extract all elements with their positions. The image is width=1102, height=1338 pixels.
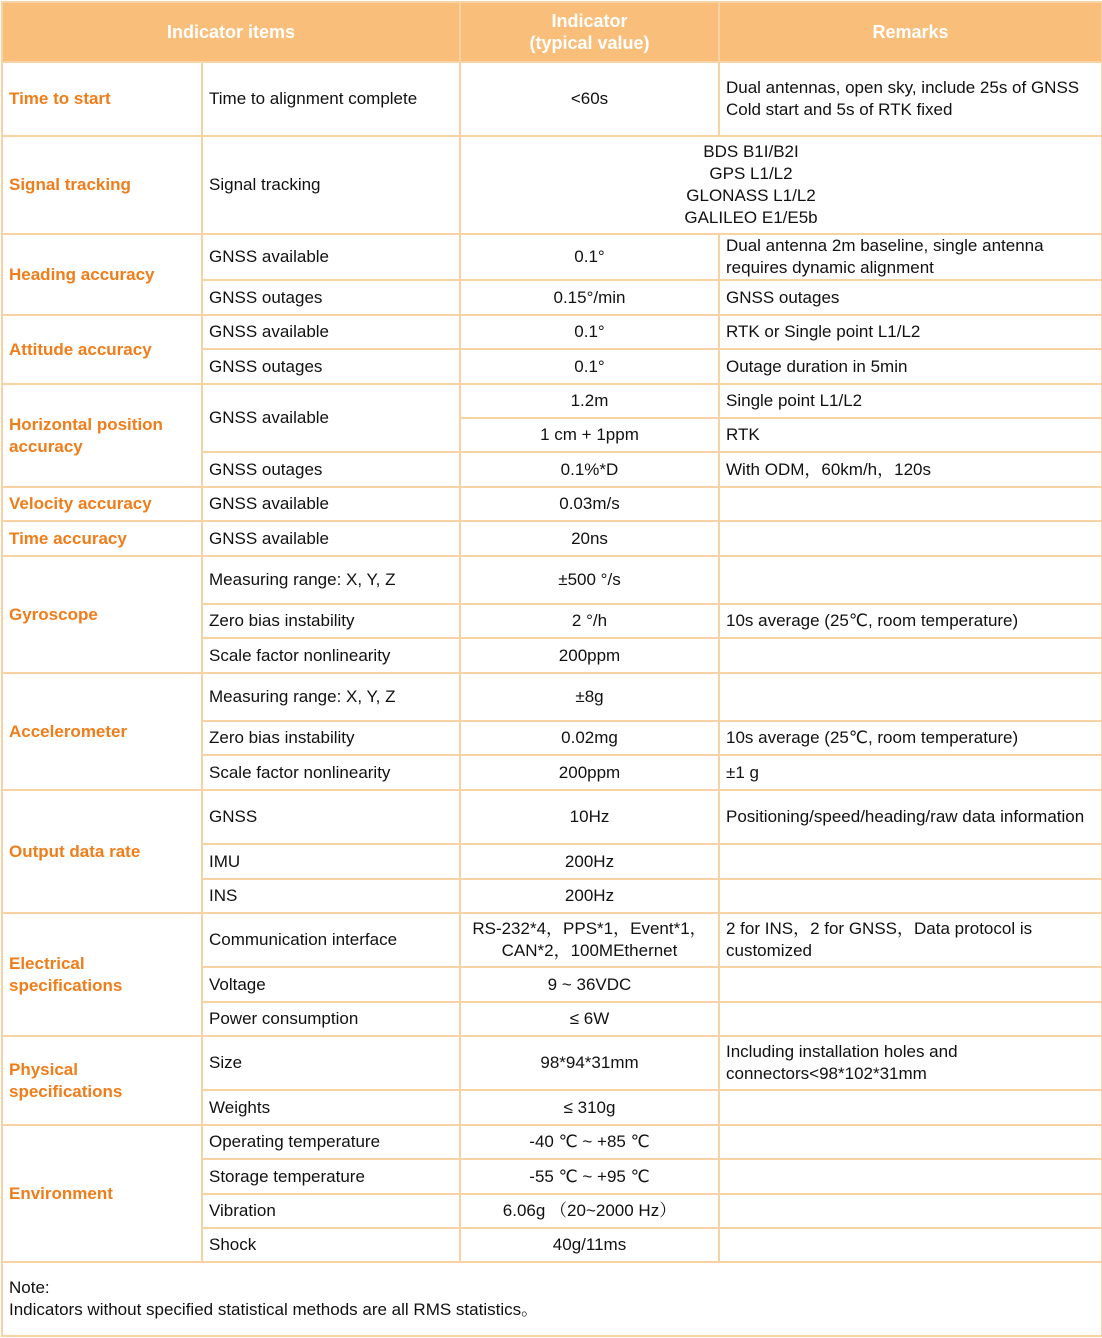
condition-cell: INS xyxy=(202,879,460,913)
remark-cell: 10s average (25℃, room temperature) xyxy=(719,721,1102,755)
signal-item: GALILEO E1/E5b xyxy=(684,208,818,227)
value-cell: <60s xyxy=(460,62,719,136)
category-gyroscope: Gyroscope xyxy=(2,556,202,673)
category-physical-specifications: Physical specifications xyxy=(2,1036,202,1125)
condition-cell: Signal tracking xyxy=(202,136,460,234)
category-velocity-accuracy: Velocity accuracy xyxy=(2,487,202,521)
signal-item: BDS B1I/B2I xyxy=(703,142,799,161)
header-indicator-items: Indicator items xyxy=(2,2,460,62)
condition-cell: Operating temperature xyxy=(202,1125,460,1159)
category-signal-tracking: Signal tracking xyxy=(2,136,202,234)
value-cell: 98*94*31mm xyxy=(460,1036,719,1090)
value-cell: ±8g xyxy=(460,673,719,721)
table-row xyxy=(2,521,1102,556)
value-cell: RS-232*4，PPS*1，Event*1，CAN*2，100MEthernet xyxy=(460,913,719,967)
condition-cell: GNSS available xyxy=(202,487,460,521)
condition-cell: GNSS outages xyxy=(202,349,460,384)
table-row xyxy=(2,384,1102,418)
table-row xyxy=(2,1125,1102,1159)
category-time-accuracy: Time accuracy xyxy=(2,521,202,556)
spec-table xyxy=(1,1,1102,1337)
remark-cell xyxy=(719,1125,1102,1159)
table-row xyxy=(2,62,1102,136)
condition-cell: Shock xyxy=(202,1228,460,1262)
header-remarks: Remarks xyxy=(719,2,1102,62)
remark-cell xyxy=(719,879,1102,913)
remark-cell xyxy=(719,844,1102,879)
note-text: Indicators without specified statistical methods are all RMS statistics。 xyxy=(9,1300,539,1319)
value-cell: 0.1° xyxy=(460,234,719,280)
value-cell: 9 ~ 36VDC xyxy=(460,967,719,1002)
value-cell: 200Hz xyxy=(460,879,719,913)
remark-cell: 10s average (25℃, room temperature) xyxy=(719,604,1102,638)
condition-cell: GNSS available xyxy=(202,234,460,280)
remark-cell: Dual antennas, open sky, include 25s of GNSS Cold start and 5s of RTK fixed xyxy=(719,62,1102,136)
table-row xyxy=(2,1036,1102,1090)
remark-cell: Positioning/speed/heading/raw data information xyxy=(719,790,1102,844)
remark-cell xyxy=(719,1090,1102,1125)
remark-cell: Dual antenna 2m baseline, single antenna requires dynamic alignment xyxy=(719,234,1102,280)
category-horizontal-position-accuracy: Horizontal position accuracy xyxy=(2,384,202,487)
remark-cell xyxy=(719,487,1102,521)
remark-cell: Including installation holes and connectors<98*102*31mm xyxy=(719,1036,1102,1090)
remark-cell xyxy=(719,638,1102,673)
value-cell: 200ppm xyxy=(460,755,719,790)
condition-cell: Power consumption xyxy=(202,1002,460,1036)
header-indicator-line1: Indicator xyxy=(551,11,628,31)
condition-cell: IMU xyxy=(202,844,460,879)
signal-item: GLONASS L1/L2 xyxy=(686,186,816,205)
condition-cell: GNSS outages xyxy=(202,280,460,315)
table-row xyxy=(2,487,1102,521)
value-cell: 0.02mg xyxy=(460,721,719,755)
value-cell: 200Hz xyxy=(460,844,719,879)
condition-cell: Zero bias instability xyxy=(202,721,460,755)
remark-cell xyxy=(719,1002,1102,1036)
remark-cell xyxy=(719,556,1102,604)
remark-cell: Single point L1/L2 xyxy=(719,384,1102,418)
value-cell: ±500 °/s xyxy=(460,556,719,604)
remark-cell xyxy=(719,1228,1102,1262)
condition-cell: GNSS available xyxy=(202,521,460,556)
remark-cell xyxy=(719,521,1102,556)
condition-cell: Measuring range: X, Y, Z xyxy=(202,556,460,604)
condition-cell: GNSS available xyxy=(202,315,460,349)
value-cell: ≤ 310g xyxy=(460,1090,719,1125)
condition-cell: Voltage xyxy=(202,967,460,1002)
value-cell: 200ppm xyxy=(460,638,719,673)
header-indicator-typical xyxy=(460,2,719,62)
value-cell: -40 ℃ ~ +85 ℃ xyxy=(460,1125,719,1159)
value-cell: ≤ 6W xyxy=(460,1002,719,1036)
table-row xyxy=(2,913,1102,967)
category-time-to-start: Time to start xyxy=(2,62,202,136)
value-cell: 1.2m xyxy=(460,384,719,418)
table-row xyxy=(2,790,1102,844)
condition-cell: Communication interface xyxy=(202,913,460,967)
header-row xyxy=(2,2,1102,62)
category-electrical-specifications: Electrical specifications xyxy=(2,913,202,1036)
value-cell: 0.1%*D xyxy=(460,452,719,487)
category-environment: Environment xyxy=(2,1125,202,1262)
table-row xyxy=(2,673,1102,721)
condition-cell: Measuring range: X, Y, Z xyxy=(202,673,460,721)
remark-cell: GNSS outages xyxy=(719,280,1102,315)
remark-cell xyxy=(719,967,1102,1002)
remark-cell: 2 for INS，2 for GNSS，Data protocol is customized xyxy=(719,913,1102,967)
value-cell: 40g/11ms xyxy=(460,1228,719,1262)
value-cell: 2 °/h xyxy=(460,604,719,638)
condition-cell: Time to alignment complete xyxy=(202,62,460,136)
value-cell: -55 ℃ ~ +95 ℃ xyxy=(460,1159,719,1194)
condition-cell: Storage temperature xyxy=(202,1159,460,1194)
note-row xyxy=(2,1262,1102,1336)
remark-cell xyxy=(719,673,1102,721)
note-title: Note: xyxy=(9,1278,50,1297)
header-indicator-line2: (typical value) xyxy=(529,33,650,53)
value-cell: 10Hz xyxy=(460,790,719,844)
category-accelerometer: Accelerometer xyxy=(2,673,202,790)
value-cell: 1 cm + 1ppm xyxy=(460,418,719,452)
condition-cell: Scale factor nonlinearity xyxy=(202,755,460,790)
condition-cell: Zero bias instability xyxy=(202,604,460,638)
category-output-data-rate: Output data rate xyxy=(2,790,202,913)
table-row xyxy=(2,136,1102,234)
condition-cell: GNSS available xyxy=(202,384,460,452)
remark-cell: RTK or Single point L1/L2 xyxy=(719,315,1102,349)
category-heading-accuracy: Heading accuracy xyxy=(2,234,202,315)
remark-cell: ±1 g xyxy=(719,755,1102,790)
value-cell: 20ns xyxy=(460,521,719,556)
remark-cell: Outage duration in 5min xyxy=(719,349,1102,384)
remark-cell: With ODM，60km/h，120s xyxy=(719,452,1102,487)
signal-list xyxy=(460,136,1102,234)
remark-cell: RTK xyxy=(719,418,1102,452)
value-cell: 6.06g （20~2000 Hz） xyxy=(460,1194,719,1228)
condition-cell: Vibration xyxy=(202,1194,460,1228)
remark-cell xyxy=(719,1194,1102,1228)
remark-cell xyxy=(719,1159,1102,1194)
table-row xyxy=(2,315,1102,349)
note-cell xyxy=(2,1262,1102,1336)
condition-cell: Size xyxy=(202,1036,460,1090)
table-row xyxy=(2,556,1102,604)
value-cell: 0.1° xyxy=(460,315,719,349)
category-attitude-accuracy: Attitude accuracy xyxy=(2,315,202,384)
table-row xyxy=(2,234,1102,280)
condition-cell: GNSS outages xyxy=(202,452,460,487)
condition-cell: GNSS xyxy=(202,790,460,844)
condition-cell: Weights xyxy=(202,1090,460,1125)
condition-cell: Scale factor nonlinearity xyxy=(202,638,460,673)
value-cell: 0.03m/s xyxy=(460,487,719,521)
signal-item: GPS L1/L2 xyxy=(709,164,793,183)
value-cell: 0.15°/min xyxy=(460,280,719,315)
value-cell: 0.1° xyxy=(460,349,719,384)
